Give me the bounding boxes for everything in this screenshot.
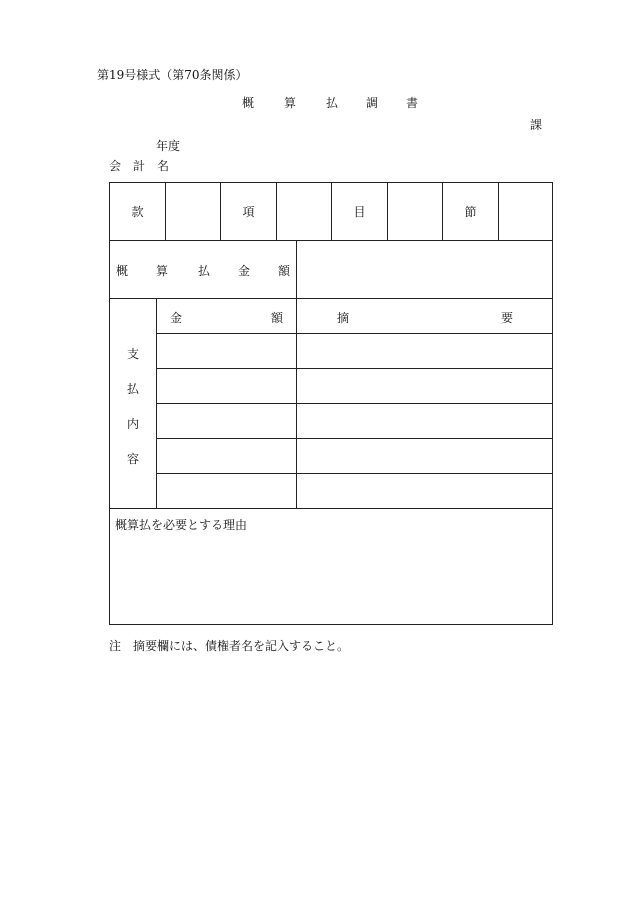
header-moku: 目 bbox=[353, 205, 366, 219]
header-kou: 項 bbox=[242, 205, 255, 219]
label-char: 会 bbox=[109, 159, 122, 173]
payment-amount-cell[interactable] bbox=[157, 439, 296, 473]
label-char: 払 bbox=[127, 382, 140, 396]
footer-note: 注 摘要欄には、債権者名を記入すること。 bbox=[109, 639, 350, 653]
document-title bbox=[236, 94, 426, 110]
payment-amount-cell[interactable] bbox=[157, 404, 296, 438]
label-char: 額 bbox=[271, 311, 284, 325]
payment-amount-cell[interactable] bbox=[157, 334, 296, 368]
payment-summary-cell[interactable] bbox=[297, 369, 552, 403]
input-kan[interactable] bbox=[166, 183, 220, 240]
label-char: 金 bbox=[238, 264, 251, 278]
payment-summary-cell[interactable] bbox=[297, 404, 552, 438]
payment-summary-cell[interactable] bbox=[297, 439, 552, 473]
approx-amount-input[interactable] bbox=[297, 241, 552, 298]
header-setsu: 節 bbox=[464, 205, 477, 219]
title-char: 払 bbox=[326, 96, 339, 110]
title-char: 算 bbox=[284, 96, 297, 110]
label-char: 名 bbox=[157, 159, 170, 173]
summary-header bbox=[297, 299, 552, 333]
approx-amount-label bbox=[110, 241, 296, 298]
label-char: 支 bbox=[127, 347, 140, 361]
label-char: 要 bbox=[501, 311, 514, 325]
title-char: 書 bbox=[406, 96, 419, 110]
label-char: 計 bbox=[133, 159, 146, 173]
title-char: 調 bbox=[366, 96, 379, 110]
title-char: 概 bbox=[242, 96, 255, 110]
label-char: 算 bbox=[156, 264, 169, 278]
payment-amount-cell[interactable] bbox=[157, 474, 296, 508]
amount-header bbox=[157, 299, 296, 333]
label-char: 概 bbox=[116, 264, 129, 278]
payment-summary-cell[interactable] bbox=[297, 474, 552, 508]
label-char: 内 bbox=[127, 417, 140, 431]
row-divider bbox=[109, 508, 553, 509]
department-label: 課 bbox=[530, 118, 543, 132]
payment-amount-cell[interactable] bbox=[157, 369, 296, 403]
input-moku[interactable] bbox=[388, 183, 442, 240]
form-number: 第19号様式（第70条関係） bbox=[97, 68, 248, 82]
input-setsu[interactable] bbox=[499, 183, 552, 240]
reason-input[interactable] bbox=[115, 536, 547, 620]
account-name-label bbox=[109, 157, 179, 173]
input-kou[interactable] bbox=[277, 183, 331, 240]
label-char: 金 bbox=[170, 311, 183, 325]
header-kan: 款 bbox=[131, 205, 144, 219]
label-char: 払 bbox=[198, 264, 211, 278]
label-char: 額 bbox=[278, 264, 291, 278]
reason-label: 概算払を必要とする理由 bbox=[115, 518, 248, 532]
label-char: 摘 bbox=[337, 311, 350, 325]
label-char: 容 bbox=[127, 452, 140, 466]
payment-content-label bbox=[110, 299, 156, 508]
payment-summary-cell[interactable] bbox=[297, 334, 552, 368]
fiscal-year-label: 年度 bbox=[156, 139, 181, 153]
